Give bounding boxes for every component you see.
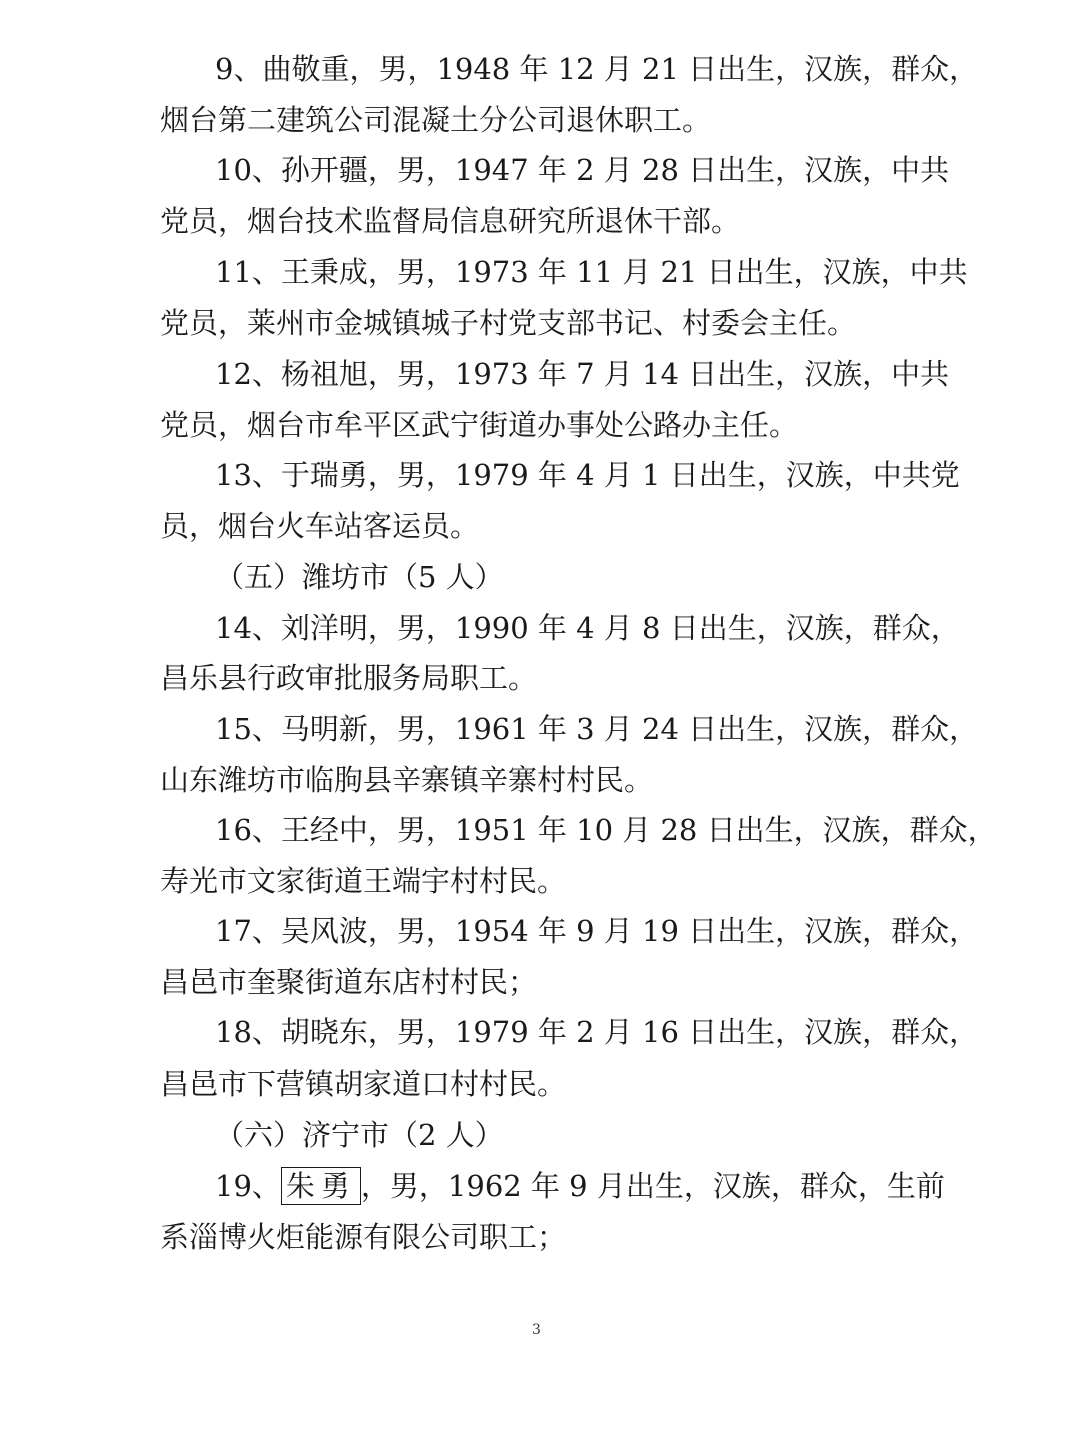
entry-19-number: 19、 xyxy=(215,1169,281,1203)
entry-second-line: 寿光市文家街道王端宇村村民。 xyxy=(160,864,567,898)
entry-first-line: 17、吴风波，男，1954 年 9 月 19 日出生，汉族，群众， xyxy=(215,914,979,948)
entry-first-line: 9、曲敬重，男，1948 年 12 月 21 日出生，汉族，群众， xyxy=(215,52,979,86)
entry-first-line: 14、刘洋明，男，1990 年 4 月 8 日出生，汉族，群众， xyxy=(215,611,960,645)
entry-second-line: 党员，烟台市牟平区武宁街道办事处公路办主任。 xyxy=(160,408,799,442)
entry-second-line: 党员，莱州市金城镇城子村党支部书记、村委会主任。 xyxy=(160,306,857,340)
entry-second-line: 山东潍坊市临朐县辛寨镇辛寨村村民。 xyxy=(160,763,654,797)
entry-first-line: 12、杨祖旭，男，1973 年 7 月 14 日出生，汉族，中共 xyxy=(215,357,950,391)
entry-second-line: 烟台第二建筑公司混凝土分公司退休职工。 xyxy=(160,103,712,137)
entry-first-line: 11、王秉成，男，1973 年 11 月 21 日出生，汉族，中共 xyxy=(215,255,968,289)
entry-second-line: 员，烟台火车站客运员。 xyxy=(160,509,480,543)
section-heading: （五）潍坊市（5 人） xyxy=(215,560,504,594)
entry-second-line: 昌邑市奎聚街道东店村村民； xyxy=(160,965,538,999)
entry-19-details: ，男，1962 年 9 月出生，汉族，群众，生前 xyxy=(360,1169,945,1203)
entry-first-line: 18、胡晓东，男，1979 年 2 月 16 日出生，汉族，群众， xyxy=(215,1015,979,1049)
section-heading: （六）济宁市（2 人） xyxy=(215,1118,504,1152)
entry-first-line: 15、马明新，男，1961 年 3 月 24 日出生，汉族，群众， xyxy=(215,712,979,746)
entry-19-name-box: 朱勇 xyxy=(281,1167,361,1205)
entry-first-line: 13、于瑞勇，男，1979 年 4 月 1 日出生，汉族，中共党 xyxy=(215,458,960,492)
entry-first-line: 10、孙开疆，男，1947 年 2 月 28 日出生，汉族，中共 xyxy=(215,153,950,187)
page-number: 3 xyxy=(532,1322,541,1338)
entry-19-first-line xyxy=(215,1166,945,1206)
entry-first-line: 16、王经中，男，1951 年 10 月 28 日出生，汉族，群众， xyxy=(215,813,997,847)
entry-second-line: 昌乐县行政审批服务局职工。 xyxy=(160,661,538,695)
entry-19-second-line: 系淄博火炬能源有限公司职工； xyxy=(160,1220,567,1254)
entry-second-line: 党员，烟台技术监督局信息研究所退休干部。 xyxy=(160,204,741,238)
entry-second-line: 昌邑市下营镇胡家道口村村民。 xyxy=(160,1067,567,1101)
